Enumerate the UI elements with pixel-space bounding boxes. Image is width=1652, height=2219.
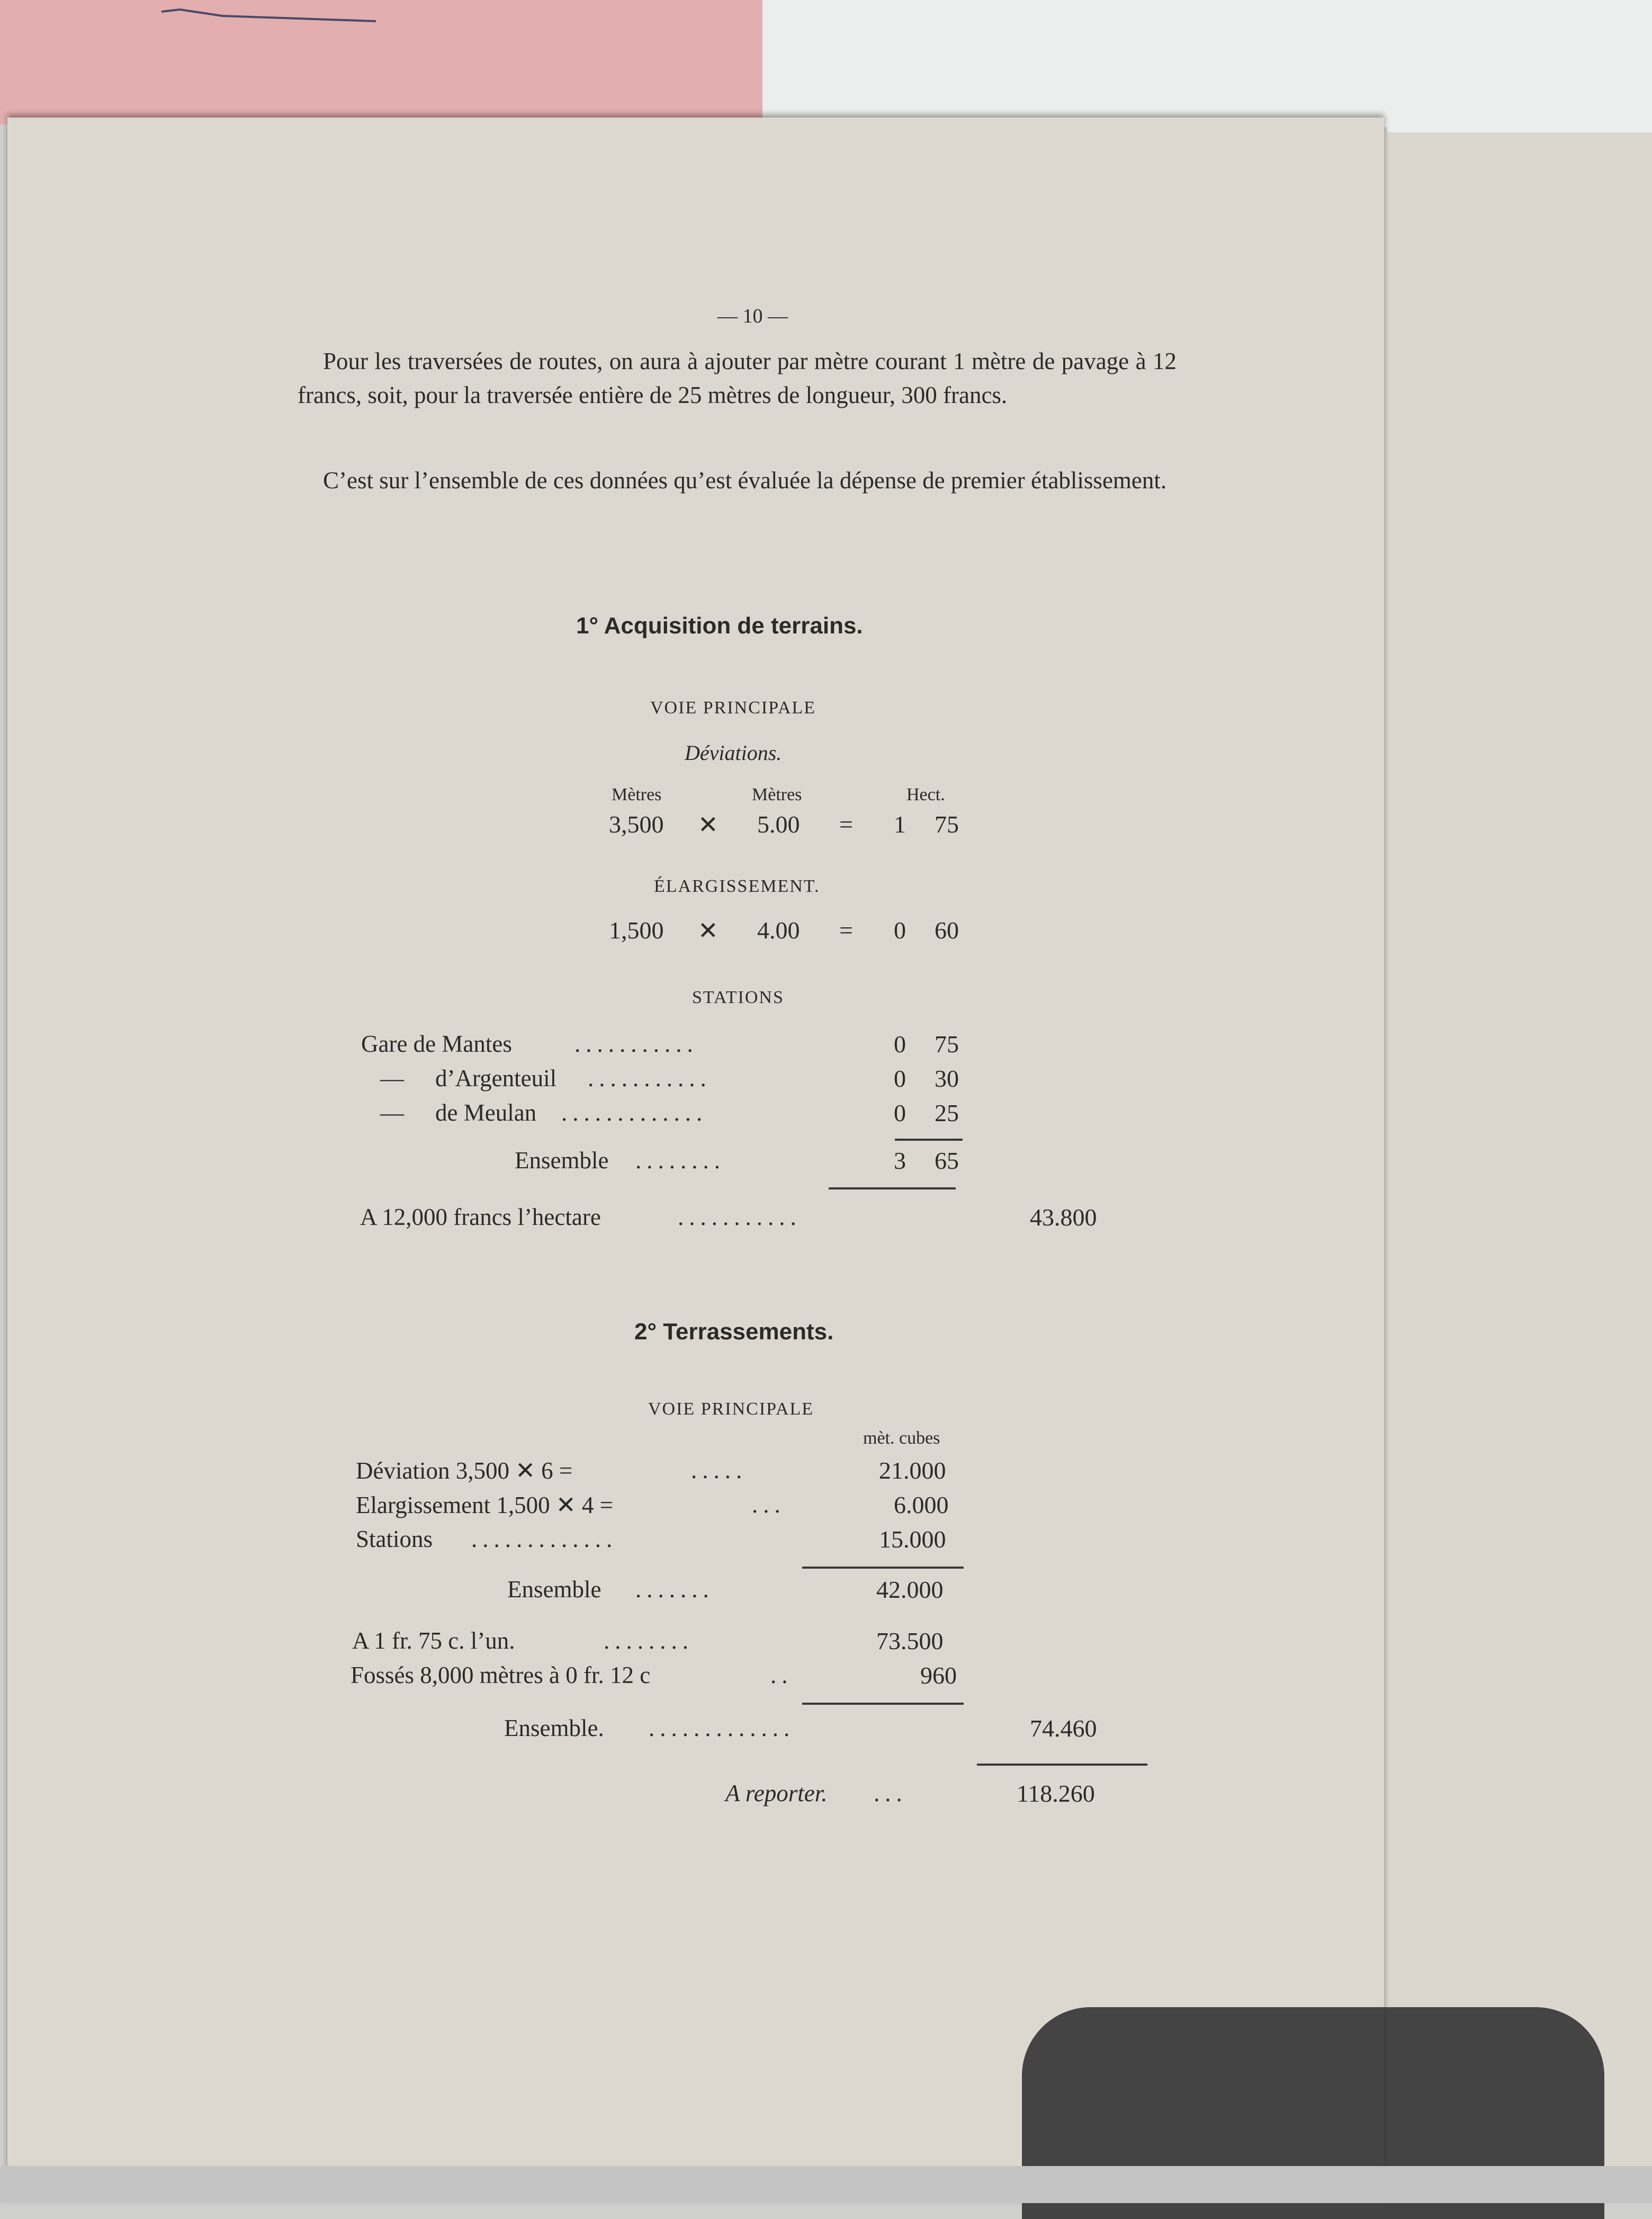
ensemble-value: 42.000 [876, 1576, 944, 1603]
deviation-hect: 1 [894, 811, 906, 838]
ensemble-label: Ensemble [507, 1576, 601, 1603]
ensemble-value: 74.460 [1030, 1715, 1097, 1742]
leader-dots: ....... [635, 1576, 714, 1603]
leader-dots: .. [770, 1662, 793, 1688]
report-value: 118.260 [1017, 1780, 1095, 1807]
unit-label: mèt. cubes [863, 1428, 940, 1448]
sum-rule [829, 1187, 956, 1189]
earthwork-row-value: 6.000 [894, 1491, 949, 1518]
section1-subtitle: VOIE PRINCIPALE [650, 698, 816, 718]
earthwork-row-label: Stations [356, 1526, 433, 1552]
earthwork-row-value: 15.000 [879, 1526, 946, 1553]
deviation-width: 5.00 [757, 811, 800, 838]
leader-dots: ........... [678, 1204, 802, 1230]
col-header-hect: Hect. [906, 785, 945, 804]
leader-dots: ..... [691, 1457, 748, 1483]
sum-rule [802, 1567, 964, 1569]
equals-sign: = [839, 811, 853, 838]
deviation-length: 3,500 [609, 811, 664, 838]
paragraph-2: C’est sur l’ensemble de ces données qu’est évaluée la dépense de premier établissement. [323, 467, 1167, 494]
sum-rule [802, 1703, 964, 1705]
station-hect: 0 [894, 1031, 906, 1058]
next-page-edge [1377, 132, 1652, 2203]
ensemble-label: Ensemble [515, 1147, 609, 1174]
col-header-metres-1: Mètres [612, 785, 662, 804]
ditto-dash: — [380, 1099, 404, 1126]
elargissement-length: 1,500 [609, 917, 664, 944]
elargissement-width: 4.00 [757, 917, 800, 944]
price-label: A 12,000 francs l’hectare [360, 1204, 601, 1230]
leader-dots: ........ [635, 1147, 725, 1174]
multiply-sign: ✕ [698, 811, 719, 838]
price-value: 43.800 [1030, 1204, 1097, 1231]
pen-stroke [159, 5, 381, 26]
ensemble-cent: 65 [935, 1147, 959, 1174]
station-cent: 30 [935, 1065, 959, 1092]
leader-dots: ........ [604, 1627, 694, 1654]
earthwork-row-value: 73.500 [876, 1627, 944, 1654]
deviations-label: Déviations. [685, 741, 782, 765]
leader-dots: ... [874, 1780, 908, 1806]
ensemble-label: Ensemble. [504, 1715, 604, 1741]
table-surface [0, 2166, 1652, 2203]
leader-dots: ............. [561, 1099, 708, 1126]
station-name: de Meulan [435, 1099, 537, 1126]
elargissement-label: ÉLARGISSEMENT. [654, 876, 820, 896]
earthwork-row-value: 21.000 [879, 1457, 946, 1484]
section2-subtitle: VOIE PRINCIPALE [648, 1399, 814, 1419]
leader-dots: ........... [588, 1065, 712, 1091]
leader-dots: ............. [649, 1715, 795, 1741]
station-cent: 75 [935, 1031, 959, 1058]
ensemble-hect: 3 [894, 1147, 906, 1174]
report-label: A reporter. [725, 1780, 828, 1806]
paragraph-1: Pour les traversées de routes, on aura à ajouter par mètre courant 1 mètre de pavage à 12 francs, soit, pour la traversée entière de 25 mètres de longueur, 300 francs. [298, 348, 1177, 408]
deviation-cent: 75 [935, 811, 959, 838]
page-number: — 10 — [717, 305, 788, 327]
col-header-metres-2: Mètres [752, 785, 802, 804]
station-name: d’Argenteuil [435, 1065, 557, 1091]
equals-sign: = [839, 917, 853, 944]
earthwork-row-value: 960 [920, 1662, 957, 1689]
pink-paper-sheet [0, 0, 762, 124]
leader-dots: ........... [574, 1031, 698, 1057]
earthwork-row-label: Déviation 3,500 ✕ 6 = [356, 1457, 573, 1484]
leader-dots: ............. [471, 1526, 618, 1552]
sum-rule [977, 1764, 1147, 1766]
station-hect: 0 [894, 1099, 906, 1126]
elargissement-hect: 0 [894, 917, 906, 944]
stations-label: STATIONS [692, 988, 784, 1007]
sum-rule [895, 1139, 963, 1141]
earthwork-row-label: A 1 fr. 75 c. l’un. [352, 1627, 515, 1654]
station-cent: 25 [935, 1099, 959, 1126]
station-name: Gare de Mantes [361, 1031, 512, 1057]
section1-title: 1° Acquisition de terrains. [576, 613, 863, 639]
station-hect: 0 [894, 1065, 906, 1092]
earthwork-row-label: Elargissement 1,500 ✕ 4 = [356, 1492, 613, 1518]
elargissement-cent: 60 [935, 917, 959, 944]
leader-dots: ... [752, 1491, 786, 1518]
ditto-dash: — [380, 1065, 404, 1091]
section2-title: 2° Terrassements. [634, 1319, 834, 1345]
multiply-sign: ✕ [698, 917, 719, 944]
earthwork-row-label: Fossés 8,000 mètres à 0 fr. 12 c [351, 1662, 651, 1688]
